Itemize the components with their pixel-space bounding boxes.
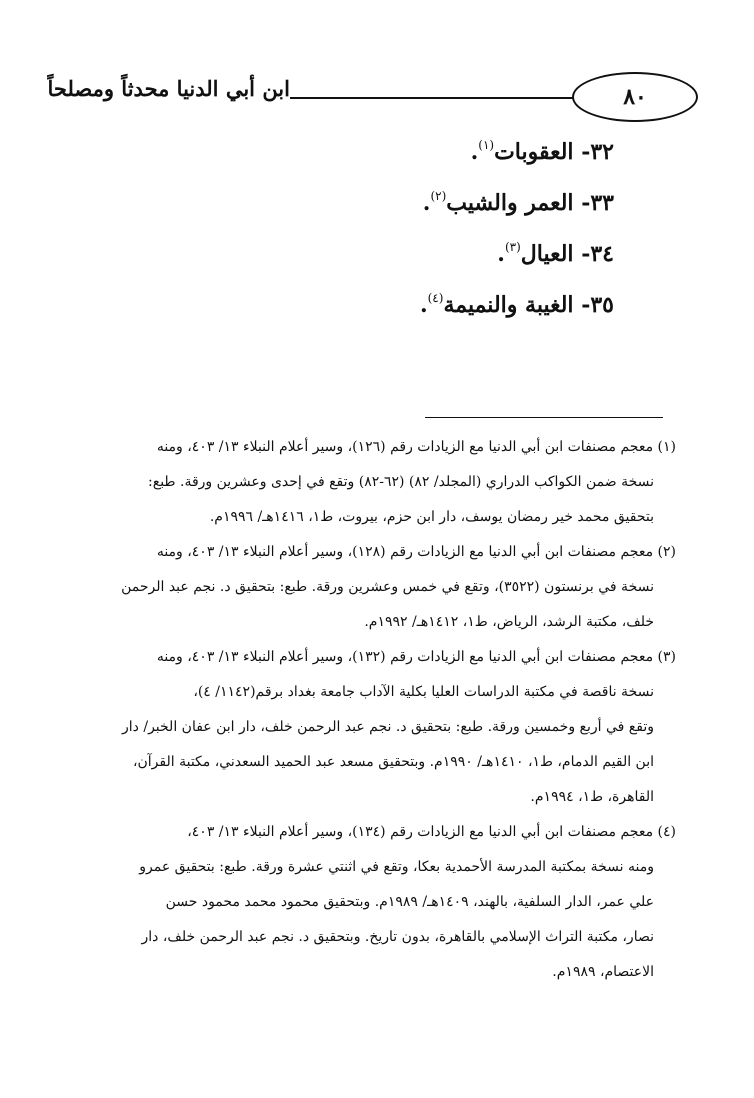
footnote-line: نصار، مكتبة التراث الإسلامي بالقاهرة، بدون تاريخ. وبتحقيق د. نجم عبد الرحمن خلف، دار — [141, 929, 654, 945]
item-number: ٣٣- — [581, 190, 614, 216]
item-number: ٣٤- — [581, 241, 614, 267]
list-item — [154, 227, 614, 278]
footnote-ref: (١) — [478, 138, 495, 152]
footnote-separator — [425, 417, 663, 418]
page-header — [47, 68, 698, 124]
item-end: . — [470, 139, 479, 165]
item-number: ٣٢- — [581, 139, 614, 165]
footnote-ref: (٤) — [427, 291, 444, 305]
footnote-line: (٣) معجم مصنفات ابن أبي الدنيا مع الزيادات رقم (١٣٢)، وسير أعلام النبلاء ١٣/ ٤٠٣، ومنه — [156, 649, 676, 665]
footnote-line: ومنه نسخة بمكتبة المدرسة الأحمدية بعكا، وتقع في اثنتي عشرة ورقة. طبع: بتحقيق عمرو — [139, 859, 654, 875]
footnote-line: القاهرة، ط١، ١٩٩٤م. — [530, 789, 654, 805]
list-item — [154, 278, 614, 329]
footnote-ref: (٢) — [430, 189, 447, 203]
item-end: . — [419, 292, 428, 318]
footnote-line: ابن القيم الدمام، ط١، ١٤١٠هـ/ ١٩٩٠م. وبتحقيق مسعد عبد الحميد السعدني، مكتبة القرآن، — [132, 754, 654, 770]
footnote-2 — [68, 535, 676, 640]
footnote-line: وتقع في أربع وخمسين ورقة. طبع: بتحقيق د. نجم عبد الرحمن خلف، دار ابن عفان الخبر/ دار — [122, 719, 654, 735]
running-title: ابن أبي الدنيا محدثاً ومصلحاً — [47, 76, 290, 101]
footnote-line: نسخة في برنستون (٣٥٢٢)، وتقع في خمس وعشرين ورقة. طبع: بتحقيق د. نجم عبد الرحمن — [121, 579, 654, 595]
footnote-line: نسخة ضمن الكواكب الدراري (المجلد/ ٨٢) (٦٢-٨٢) وتقع في إحدى وعشرين ورقة. طبع: — [148, 474, 654, 490]
header-rule — [290, 97, 574, 99]
footnote-4 — [68, 815, 676, 990]
footnotes — [68, 430, 676, 990]
item-title: العقوبات — [494, 139, 574, 165]
footnote-line: علي عمر، الدار السلفية، بالهند، ١٤٠٩هـ/ ١٩٨٩م. وبتحقيق محمود محمد محمود حسن — [165, 894, 654, 910]
list-item — [154, 176, 614, 227]
item-title: العيال — [520, 241, 574, 267]
item-end: . — [422, 190, 431, 216]
item-end: . — [497, 241, 505, 267]
footnote-3 — [68, 640, 676, 815]
footnote-1 — [68, 430, 676, 535]
item-number: ٣٥- — [581, 292, 614, 318]
footnote-line: (٢) معجم مصنفات ابن أبي الدنيا مع الزيادات رقم (١٢٨)، وسير أعلام النبلاء ١٣/ ٤٠٣، ومنه — [156, 544, 676, 560]
footnote-line: نسخة ناقصة في مكتبة الدراسات العليا بكلية الآداب جامعة بغداد برقم(١١٤٢/ ٤)، — [193, 684, 654, 700]
footnote-line: (١) معجم مصنفات ابن أبي الدنيا مع الزيادات رقم (١٢٦)، وسير أعلام النبلاء ١٣/ ٤٠٣، ومنه — [156, 439, 676, 455]
item-title: الغيبة والنميمة — [443, 292, 574, 318]
footnote-line: (٤) معجم مصنفات ابن أبي الدنيا مع الزيادات رقم (١٣٤)، وسير أعلام النبلاء ١٣/ ٤٠٣، — [187, 824, 676, 840]
list-item — [154, 125, 614, 176]
footnote-line: بتحقيق محمد خير رمضان يوسف، دار ابن حزم، بيروت، ط١، ١٤١٦هـ/ ١٩٩٦م. — [209, 509, 654, 525]
page-number-oval — [572, 72, 698, 122]
footnote-line: الاعتصام، ١٩٨٩م. — [552, 964, 654, 980]
item-title: العمر والشيب — [446, 190, 574, 216]
footnote-ref: (٣) — [504, 240, 521, 254]
book-titles-list — [154, 125, 614, 329]
page-number: ٨٠ — [623, 84, 647, 110]
footnote-line: خلف، مكتبة الرشد، الرياض، ط١، ١٤١٢هـ/ ١٩٩٢م. — [364, 614, 654, 630]
